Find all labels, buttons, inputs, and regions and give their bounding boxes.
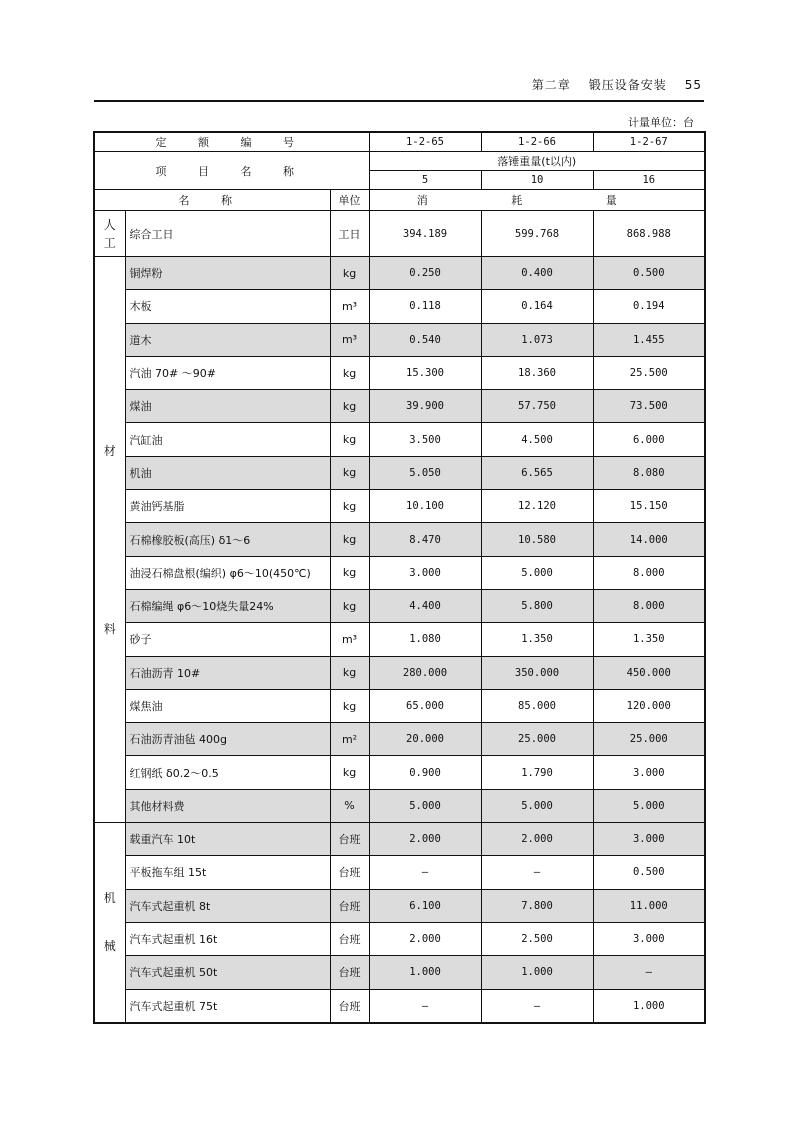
consumption-value: 0.164: [481, 290, 593, 323]
consumption-value: 1.080: [369, 623, 481, 656]
item-name: 砂子: [125, 623, 330, 656]
consumption-value: 8.000: [593, 589, 705, 622]
item-name: 油浸石棉盘根(编织) φ6～10(450℃): [125, 556, 330, 589]
param-cell: 16: [593, 171, 705, 190]
consumption-value: 2.000: [369, 823, 481, 856]
item-unit: kg: [330, 523, 369, 556]
consumption-value: 1.790: [481, 756, 593, 789]
item-name: 汽车式起重机 8t: [125, 889, 330, 922]
code-cell: 1-2-66: [481, 132, 593, 152]
item-name: 道木: [125, 323, 330, 356]
consumption-value: 0.118: [369, 290, 481, 323]
consumption-value: 5.000: [593, 789, 705, 822]
consumption-value: 2.000: [369, 922, 481, 955]
consumption-value: 4.400: [369, 589, 481, 622]
consumption-value: 11.000: [593, 889, 705, 922]
item-unit: m³: [330, 290, 369, 323]
quota-table: [93, 131, 706, 1024]
consumption-value: —: [481, 989, 593, 1023]
item-name: 综合工日: [125, 211, 330, 257]
consumption-value: 599.768: [481, 211, 593, 257]
category-char: 料: [103, 621, 116, 636]
item-unit: kg: [330, 356, 369, 389]
table-row: [94, 889, 705, 922]
item-unit: m³: [330, 623, 369, 656]
consumption-value: 5.000: [369, 789, 481, 822]
item-name: 汽油 70# ～90#: [125, 356, 330, 389]
table-row: [94, 490, 705, 523]
consumption-value: 5.800: [481, 589, 593, 622]
consumption-value: 25.000: [593, 723, 705, 756]
table-row: [94, 856, 705, 889]
item-unit: kg: [330, 456, 369, 489]
category-machine: [94, 823, 125, 1023]
table-row: [94, 211, 705, 257]
item-name: 汽车式起重机 75t: [125, 989, 330, 1023]
item-name: 红钢纸 δ0.2～0.5: [125, 756, 330, 789]
consumption-value: 3.000: [593, 756, 705, 789]
consumption-value: 18.360: [481, 356, 593, 389]
consumption-value: 85.000: [481, 689, 593, 722]
consumption-value: 120.000: [593, 689, 705, 722]
code-cell: 1-2-65: [369, 132, 481, 152]
consumption-value: 3.000: [369, 556, 481, 589]
consumption-value: 5.000: [481, 789, 593, 822]
item-unit: kg: [330, 756, 369, 789]
item-name: 铜焊粉: [125, 257, 330, 290]
item-name: 石油沥青 10#: [125, 656, 330, 689]
code-cell: 1-2-67: [593, 132, 705, 152]
consumption-value: 3.000: [593, 823, 705, 856]
item-name: 汽缸油: [125, 423, 330, 456]
item-unit: kg: [330, 556, 369, 589]
consumption-value: 7.800: [481, 889, 593, 922]
consumption-value: 350.000: [481, 656, 593, 689]
item-unit: kg: [330, 390, 369, 423]
table-row: [94, 257, 705, 290]
item-name: 石油沥青油毡 400g: [125, 723, 330, 756]
consumption-value: —: [369, 856, 481, 889]
item-unit: kg: [330, 257, 369, 290]
table-row: [94, 290, 705, 323]
item-name: 其他材料费: [125, 789, 330, 822]
consumption-value: 3.000: [593, 922, 705, 955]
consumption-value: 5.000: [481, 556, 593, 589]
item-name: 载重汽车 10t: [125, 823, 330, 856]
consumption-value: 1.000: [593, 989, 705, 1023]
consumption-value: 12.120: [481, 490, 593, 523]
consumption-value: 73.500: [593, 390, 705, 423]
consumption-value: 0.500: [593, 856, 705, 889]
item-name: 木板: [125, 290, 330, 323]
consumption-value: 868.988: [593, 211, 705, 257]
consumption-value: 0.540: [369, 323, 481, 356]
consumption-value: 5.050: [369, 456, 481, 489]
consumption-value: 1.350: [481, 623, 593, 656]
category-labor: [94, 211, 125, 257]
item-name: 煤焦油: [125, 689, 330, 722]
param-label: 落锤重量(t以内): [369, 152, 705, 171]
consumption-value: 1.350: [593, 623, 705, 656]
table-row: [94, 390, 705, 423]
chapter-label: 第二章: [531, 78, 571, 92]
category-char: 工: [103, 235, 116, 250]
code-row: [94, 132, 705, 152]
category-material: [94, 257, 125, 823]
item-unit: 台班: [330, 922, 369, 955]
table-row: [94, 356, 705, 389]
consumption-value: 8.000: [593, 556, 705, 589]
table-row: [94, 523, 705, 556]
consumption-value: 15.150: [593, 490, 705, 523]
consumption-value: 280.000: [369, 656, 481, 689]
consumption-value: 4.500: [481, 423, 593, 456]
consumption-value: 394.189: [369, 211, 481, 257]
consumption-value: —: [369, 989, 481, 1023]
consumption-value: 10.580: [481, 523, 593, 556]
consumption-value: 2.500: [481, 922, 593, 955]
header-text: [514, 76, 702, 93]
table-row: [94, 956, 705, 989]
item-unit: 台班: [330, 889, 369, 922]
consumption-value: 1.073: [481, 323, 593, 356]
item-name: 平板拖车组 15t: [125, 856, 330, 889]
item-unit: 工日: [330, 211, 369, 257]
quota-code-label: 定 额 编 号: [94, 132, 369, 152]
table-row: [94, 656, 705, 689]
item-unit: kg: [330, 689, 369, 722]
consumption-value: 25.000: [481, 723, 593, 756]
item-unit: kg: [330, 490, 369, 523]
item-name: 煤油: [125, 390, 330, 423]
section-title: 锻压设备安装: [588, 78, 667, 92]
consumption-value: 10.100: [369, 490, 481, 523]
consumption-value: 39.900: [369, 390, 481, 423]
table-row: [94, 323, 705, 356]
consumption-value: 6.100: [369, 889, 481, 922]
consumption-value: 2.000: [481, 823, 593, 856]
item-unit: 台班: [330, 823, 369, 856]
consumption-value: 65.000: [369, 689, 481, 722]
table-row: [94, 823, 705, 856]
param-cell: 10: [481, 171, 593, 190]
table-row: [94, 756, 705, 789]
item-name-label: 项 目 名 称: [94, 152, 369, 190]
item-name: 黄油钙基脂: [125, 490, 330, 523]
consumption-value: 1.000: [369, 956, 481, 989]
col-unit-header: 单位: [330, 190, 369, 211]
col-consume-header: 消 耗 量: [369, 190, 705, 211]
param-label-row: [94, 152, 705, 171]
item-unit: kg: [330, 589, 369, 622]
unit-note: 计量单位：台: [628, 116, 694, 129]
table-row: [94, 623, 705, 656]
table-row: [94, 423, 705, 456]
item-unit: m³: [330, 323, 369, 356]
item-unit: 台班: [330, 856, 369, 889]
item-unit: %: [330, 789, 369, 822]
column-header-row: [94, 190, 705, 211]
table-row: [94, 589, 705, 622]
consumption-value: 0.500: [593, 257, 705, 290]
consumption-value: 450.000: [593, 656, 705, 689]
consumption-value: 15.300: [369, 356, 481, 389]
table-row: [94, 989, 705, 1023]
item-unit: 台班: [330, 956, 369, 989]
consumption-value: —: [481, 856, 593, 889]
consumption-value: 14.000: [593, 523, 705, 556]
consumption-value: 0.250: [369, 257, 481, 290]
consumption-value: 1.455: [593, 323, 705, 356]
category-char: 材: [103, 443, 116, 458]
consumption-value: 20.000: [369, 723, 481, 756]
consumption-value: 0.900: [369, 756, 481, 789]
item-name: 汽车式起重机 50t: [125, 956, 330, 989]
consumption-value: 1.000: [481, 956, 593, 989]
consumption-value: 6.000: [593, 423, 705, 456]
consumption-value: 8.080: [593, 456, 705, 489]
consumption-value: —: [593, 956, 705, 989]
consumption-value: 0.194: [593, 290, 705, 323]
table-row: [94, 689, 705, 722]
item-unit: m²: [330, 723, 369, 756]
consumption-value: 6.565: [481, 456, 593, 489]
page-number: 55: [684, 78, 702, 92]
consumption-value: 8.470: [369, 523, 481, 556]
table-row: [94, 789, 705, 822]
item-name: 机油: [125, 456, 330, 489]
item-name: 石棉编绳 φ6～10烧失量24%: [125, 589, 330, 622]
table-row: [94, 456, 705, 489]
item-unit: kg: [330, 423, 369, 456]
table-row: [94, 723, 705, 756]
param-cell: 5: [369, 171, 481, 190]
item-unit: kg: [330, 656, 369, 689]
consumption-value: 3.500: [369, 423, 481, 456]
item-unit: 台班: [330, 989, 369, 1023]
col-name-header: 名 称: [94, 190, 330, 211]
consumption-value: 57.750: [481, 390, 593, 423]
page-header: [94, 70, 704, 102]
category-char: 机: [103, 891, 116, 906]
category-char: 人: [103, 217, 116, 232]
category-char: 械: [103, 939, 116, 954]
item-name: 石棉橡胶板(高压) δ1～6: [125, 523, 330, 556]
item-name: 汽车式起重机 16t: [125, 922, 330, 955]
table-row: [94, 922, 705, 955]
table-row: [94, 556, 705, 589]
consumption-value: 25.500: [593, 356, 705, 389]
consumption-value: 0.400: [481, 257, 593, 290]
